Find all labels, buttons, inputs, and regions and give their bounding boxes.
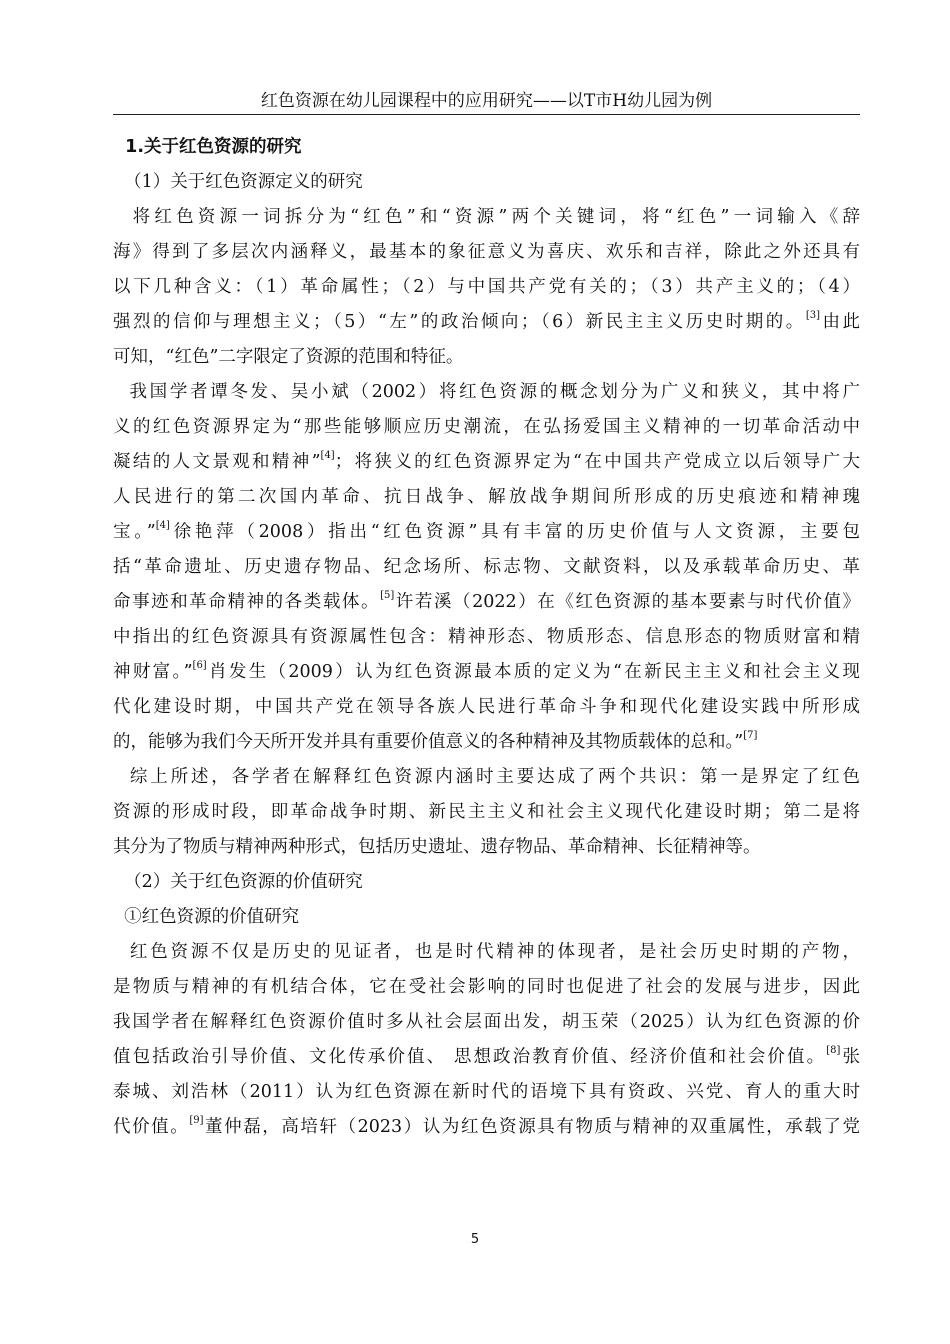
- page-number: 5: [470, 1232, 480, 1247]
- line-text: 中指出的红色资源具有资源属性包含：精神形态、物质形态、信息形态的物质财富和精: [113, 627, 860, 647]
- line-text: 综上所述，各学者在解释红色资源内涵时主要达成了两个共识：第一是界定了红色: [113, 767, 860, 787]
- header-rule: [113, 114, 860, 115]
- line-text-continued: 由此: [819, 312, 860, 332]
- line-text: 命事迹和革命精神的各类载体。: [113, 592, 381, 612]
- line-text: ①红色资源的价值研究: [113, 907, 300, 927]
- citation-marker: [3]: [805, 310, 820, 321]
- line-text: 我国学者谭冬发、吴小斌（2002）将红色资源的概念划分为广义和狭义，其中将广: [113, 382, 860, 402]
- text-line: [113, 1110, 860, 1145]
- text-line: [113, 550, 860, 585]
- line-text: 代价值。: [113, 1117, 190, 1137]
- text-line: [113, 935, 860, 970]
- text-line: [113, 655, 860, 690]
- section-heading: [113, 130, 860, 165]
- line-text: 宝。”: [113, 522, 156, 542]
- text-line: [113, 1040, 860, 1075]
- citation-marker: [6]: [192, 660, 207, 671]
- text-line: [113, 900, 860, 935]
- text-line: [113, 830, 860, 865]
- text-line: [113, 970, 860, 1005]
- text-line: [113, 795, 860, 830]
- line-text: （2）关于红色资源的价值研究: [113, 872, 363, 892]
- line-text: 泰城、刘浩林（2011）认为红色资源在新时代的语境下具有资政、兴党、育人的重大时: [113, 1082, 860, 1102]
- line-text: 括“革命遗址、历史遗存物品、纪念场所、标志物、文献资料，以及承载革命历史、革: [113, 557, 860, 577]
- line-text: 我国学者在解释红色资源价值时多从社会层面出发，胡玉荣（2025）认为红色资源的价: [113, 1012, 860, 1032]
- body-text: [113, 130, 860, 1145]
- line-text-continued: 徐艳萍（2008）指出“红色资源”具有丰富的历史价值与人文资源，主要包: [169, 522, 860, 542]
- running-header: 红色资源在幼儿园课程中的应用研究——以T市H幼儿园为例: [260, 91, 713, 111]
- line-text: （1）关于红色资源定义的研究: [113, 172, 363, 192]
- line-text-continued: 许若溪（2022）在《红色资源的基本要素与时代价值》: [394, 592, 860, 612]
- line-text-continued: 肖发生（2009）认为红色资源最本质的定义为“在新民主主义和社会主义现: [206, 662, 860, 682]
- text-line: [113, 270, 860, 305]
- text-line: [113, 725, 860, 760]
- text-line: [113, 515, 860, 550]
- text-line: [113, 1005, 860, 1040]
- text-line: [113, 480, 860, 515]
- line-text: 将红色资源一词拆分为“红色”和“资源”两个关键词，将“红色”一词输入《辞: [113, 207, 860, 227]
- text-line: [113, 445, 860, 480]
- line-text-continued: 董仲磊，高培轩（2023）认为红色资源具有物质与精神的双重属性，承载了党: [203, 1117, 860, 1137]
- text-line: [113, 235, 860, 270]
- text-line: [113, 200, 860, 235]
- text-line: [113, 865, 860, 900]
- text-line: [113, 585, 860, 620]
- line-text: 1.关于红色资源的研究: [113, 137, 302, 157]
- line-text: 强烈的信仰与理想主义；（5）“左”的政治倾向；（6）新民主主义历史时期的。: [113, 312, 806, 332]
- citation-marker: [9]: [189, 1115, 204, 1126]
- line-text-continued: ；将狭义的红色资源界定为“在中国共产党成立以后领导广大: [334, 452, 860, 472]
- line-text: 是物质与精神的有机结合体，它在受社会影响的同时也促进了社会的发展与进步，因此: [113, 977, 860, 997]
- text-line: [113, 305, 860, 340]
- text-line: [113, 165, 860, 200]
- citation-marker: [8]: [826, 1045, 841, 1056]
- line-text: 资源的形成时段，即革命战争时期、新民主主义和社会主义现代化建设时期；第二是将: [113, 802, 860, 822]
- line-text: 代化建设时期，中国共产党在领导各族人民进行革命斗争和现代化建设实践中所形成: [113, 697, 860, 717]
- citation-marker: [4]: [155, 520, 170, 531]
- line-text: 的，能够为我们今天所开发并具有重要价值意义的各种精神及其物质载体的总和。”: [113, 732, 744, 752]
- line-text: 以下几种含义：（1）革命属性；（2）与中国共产党有关的；（3）共产主义的；（4）: [113, 277, 860, 297]
- text-line: [113, 410, 860, 445]
- line-text: 海》得到了多层次内涵释义，最基本的象征意义为喜庆、欢乐和吉祥，除此之外还具有: [113, 242, 860, 262]
- line-text: 神财富。”: [113, 662, 193, 682]
- text-line: [113, 690, 860, 725]
- citation-marker: [5]: [380, 590, 395, 601]
- text-line: [113, 1075, 860, 1110]
- line-text: 其分为了物质与精神两种形式，包括历史遗址、遗存物品、革命精神、长征精神等。: [113, 837, 761, 857]
- citation-marker: [7]: [743, 730, 758, 741]
- text-line: [113, 375, 860, 410]
- citation-marker: [4]: [320, 450, 335, 461]
- line-text: 人民进行的第二次国内革命、抗日战争、解放战争期间所形成的历史痕迹和精神瑰: [113, 487, 860, 507]
- line-text: 红色资源不仅是历史的见证者，也是时代精神的体现者，是社会历史时期的产物，: [113, 942, 860, 962]
- text-line: [113, 760, 860, 795]
- text-line: [113, 340, 860, 375]
- line-text: 义的红色资源界定为“那些能够顺应历史潮流，在弘扬爱国主义精神的一切革命活动中: [113, 417, 860, 437]
- line-text-continued: 张: [840, 1047, 860, 1067]
- line-text: 凝结的人文景观和精神”: [113, 452, 321, 472]
- line-text: 值包括政治引导价值、文化传承价值、 思想政治教育价值、经济价值和社会价值。: [113, 1047, 827, 1067]
- text-line: [113, 620, 860, 655]
- line-text: 可知，“红色”二字限定了资源的范围和特征。: [113, 347, 464, 367]
